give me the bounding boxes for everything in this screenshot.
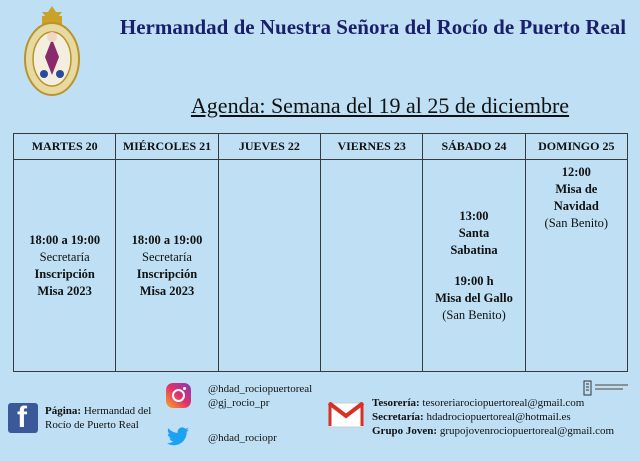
sabado-event2: Misa del Gallo (435, 290, 513, 305)
agenda-table (13, 133, 628, 372)
secretaria-line (372, 410, 614, 424)
day-header-viernes: VIERNES 23 (320, 134, 422, 160)
domingo-event-b: Navidad (553, 199, 599, 213)
crest-icon (22, 4, 82, 100)
secretaria-label: Secretaría: (372, 411, 424, 423)
miercoles-event2: Misa 2023 (139, 283, 195, 298)
twitter-icon[interactable] (166, 425, 190, 449)
martes-event1: Inscripción (34, 266, 95, 281)
day-header-miercoles: MIÉRCOLES 21 (116, 134, 218, 160)
sabado-time2: 19:00 h (454, 273, 494, 288)
facebook-page-text (45, 404, 165, 432)
martes-time: 18:00 a 19:00 (29, 232, 101, 247)
cell-viernes (320, 160, 422, 372)
cell-martes (14, 160, 116, 372)
facebook-label: Página: (45, 405, 82, 417)
grupo-joven-email[interactable]: grupojovenrociopuertoreal@gmail.com (439, 425, 615, 437)
tesoreria-label: Tesorería: (372, 397, 420, 409)
instagram-handles (208, 382, 312, 410)
domingo-place: (San Benito) (544, 216, 609, 230)
miercoles-place: Secretaría (142, 249, 192, 264)
miercoles-time: 18:00 a 19:00 (131, 232, 203, 247)
tesoreria-email[interactable]: tesoreriarociopuertoreal@gmail.com (422, 397, 585, 409)
page-title: Hermandad de Nuestra Señora del Rocío de Puerto Real (119, 15, 627, 39)
grupo-joven-line (372, 424, 614, 438)
day-header-domingo: DOMINGO 25 (525, 134, 627, 160)
instagram-handle-1[interactable]: @hdad_rociopuertoreal (208, 383, 313, 395)
secretaria-email[interactable]: hdadrociopuertoreal@hotmail.es (426, 411, 571, 423)
instagram-icon[interactable] (166, 383, 191, 408)
sabado-time1: 13:00 (459, 208, 489, 223)
day-header-jueves: JUEVES 22 (218, 134, 320, 160)
facebook-icon[interactable]: f (8, 403, 38, 433)
day-header-martes: MARTES 20 (14, 134, 116, 160)
miercoles-event1: Inscripción (136, 266, 198, 281)
martes-place: Secretaría (39, 249, 90, 264)
contact-emails (372, 396, 614, 438)
agenda-heading: Agenda: Semana del 19 al 25 de diciembre (190, 93, 570, 118)
cell-miercoles (116, 160, 218, 372)
gmail-icon[interactable] (328, 402, 364, 428)
tesoreria-line (372, 396, 614, 410)
day-header-sabado: SÁBADO 24 (423, 134, 525, 160)
sabado-event1b: Sabatina (450, 242, 498, 257)
facebook-value[interactable]: Hermandad del Rocío de Puerto Real (45, 405, 152, 431)
secretaria-logo-icon (583, 380, 631, 396)
instagram-handle-2[interactable]: @gj_rocio_pr (208, 397, 270, 409)
martes-event2: Misa 2023 (37, 283, 92, 298)
cell-domingo (525, 160, 627, 372)
sabado-event1a: Santa (458, 225, 490, 240)
domingo-time: 12:00 (561, 165, 591, 179)
cell-sabado (423, 160, 525, 372)
cell-jueves (218, 160, 320, 372)
grupo-joven-label: Grupo Joven: (372, 425, 438, 437)
twitter-handle[interactable]: @hdad_rociopr (208, 432, 277, 444)
domingo-event-a: Misa de (555, 182, 598, 196)
sabado-place: (San Benito) (442, 307, 506, 322)
